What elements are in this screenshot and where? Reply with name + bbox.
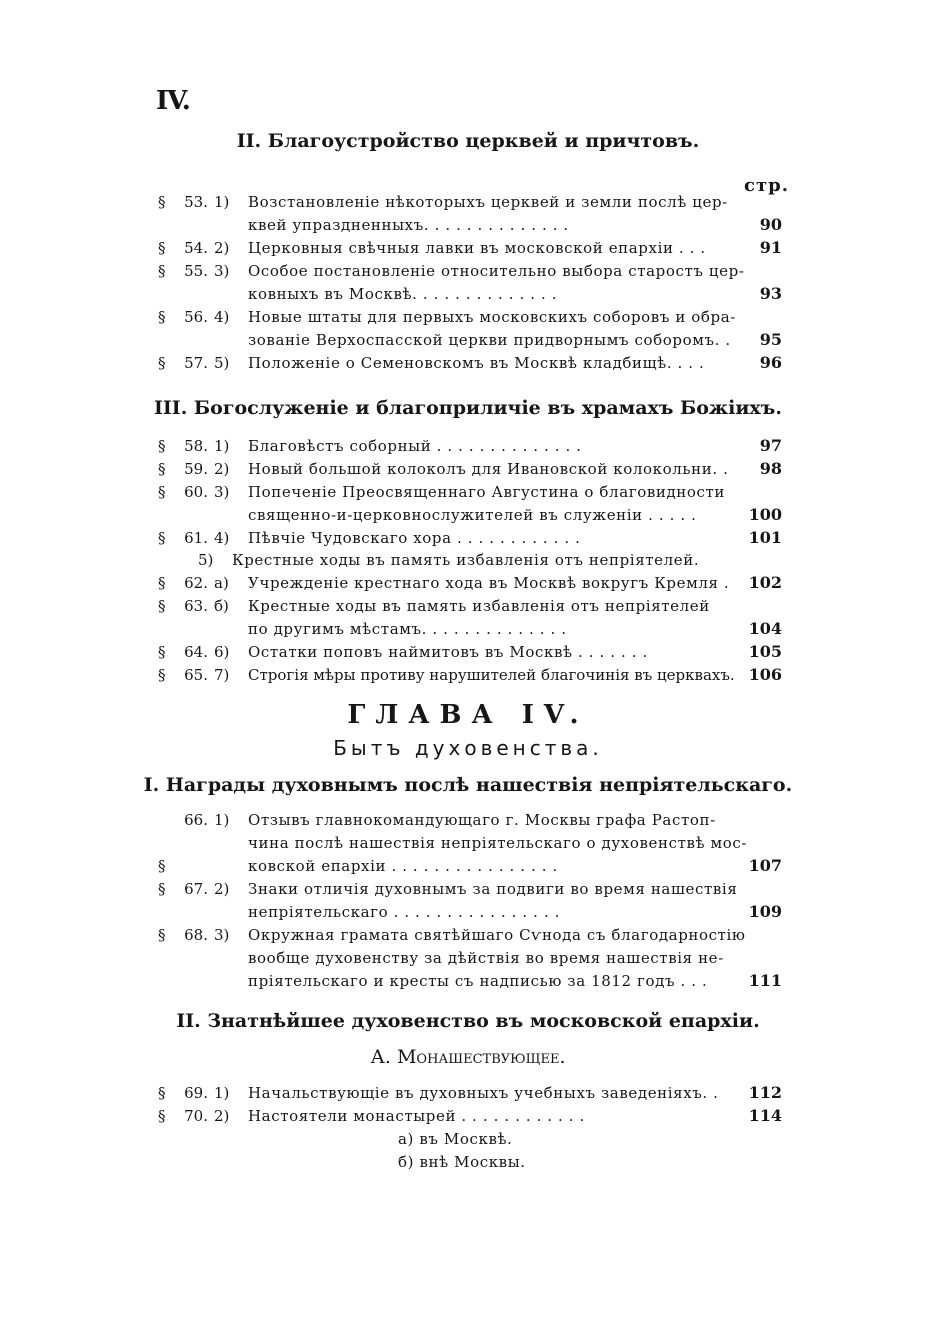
entry-subnumber: 1) [214, 811, 230, 829]
toc-entry-continuation [0, 617, 936, 641]
entry-text: ковской епархіи . . . . . . . . . . . . . . . . [248, 857, 558, 875]
toc-entry-continuation [0, 213, 936, 237]
section-title: II. Благоустройство церквей и причтовъ. [236, 130, 700, 152]
entry-text: Возстановленіе нѣкоторыхъ церквей и земли послѣ цер- [248, 193, 728, 211]
entry-number: 57. [184, 354, 208, 372]
toc-entry [0, 663, 936, 687]
toc-entry-continuation [0, 831, 936, 855]
section-sign: § [158, 926, 166, 944]
entry-page: 114 [748, 1106, 782, 1125]
entry-text: Пѣвчіе Чудовскаго хора . . . . . . . . . . . . [248, 529, 581, 547]
section-title: II. Знатнѣйшее духовенство въ московской епархіи. [176, 1010, 760, 1032]
entry-text: Положеніе о Семеновскомъ въ Москвѣ кладбищѣ. . . . [248, 354, 705, 372]
chapter-subtitle: Бытъ духовенства. [333, 736, 603, 760]
chapter-title: ГЛАВА IV. [347, 700, 589, 730]
section-sign: § [158, 262, 166, 280]
entry-subnumber: 2) [214, 460, 230, 478]
entry-number: 63. [184, 597, 208, 615]
entry-text: Церковныя свѣчныя лавки въ московской епархіи . . . [248, 239, 706, 257]
toc-entry [0, 526, 936, 550]
entry-page: 97 [759, 436, 782, 455]
toc-entry [0, 1104, 936, 1128]
entry-number: 61. [184, 529, 208, 547]
entry-number: 64. [184, 643, 208, 661]
entry-page: 109 [748, 902, 782, 921]
section-sign: § [158, 308, 166, 326]
entry-page: 107 [748, 856, 782, 875]
section-subtitle: А. Монашествующее. [370, 1046, 566, 1068]
entry-text: Новый большой колоколъ для Ивановской колокольни. . [248, 460, 729, 478]
entry-text: а) въ Москвѣ. [398, 1130, 513, 1148]
section-sign: § [158, 857, 166, 875]
section-sign: § [158, 666, 166, 684]
entry-subnumber: 2) [214, 880, 230, 898]
entry-subnumber: б) [214, 597, 229, 615]
entry-page: 101 [748, 528, 782, 547]
entry-page: 95 [759, 330, 782, 349]
toc-entry-continuation [0, 946, 936, 970]
entry-page: 91 [759, 238, 782, 257]
entry-subnumber: 2) [214, 239, 230, 257]
entry-number: 68. [184, 926, 208, 944]
entry-subnumber: 2) [214, 1107, 230, 1125]
entry-subnumber: 3) [214, 262, 230, 280]
toc-entry-continuation [0, 282, 936, 306]
entry-text: вообще духовенству за дѣйствія во время нашествія не- [248, 949, 724, 967]
entry-text: Настоятели монастырей . . . . . . . . . . . . [248, 1107, 585, 1125]
section-sign: § [158, 460, 166, 478]
entry-subnumber: 5) [198, 551, 214, 569]
entry-text: Особое постановленіе относительно выбора старостъ цер- [248, 262, 745, 280]
entry-text: Крестные ходы въ память избавленія отъ непріятелей [248, 597, 710, 615]
toc-entry [0, 571, 936, 595]
toc-entry [0, 305, 936, 329]
toc-subitem [0, 1150, 936, 1174]
section-sign: § [158, 483, 166, 501]
toc-entry [0, 640, 936, 664]
toc-entry-continuation [0, 503, 936, 527]
toc-entry [0, 351, 936, 375]
toc-entry [0, 877, 936, 901]
entry-text: Новые штаты для первыхъ московскихъ соборовъ и обра- [248, 308, 736, 326]
entry-text: пріятельскаго и кресты съ надписью за 1812 годъ . . . [248, 972, 708, 990]
toc-entry-continuation [0, 328, 936, 352]
section-sign: § [158, 529, 166, 547]
entry-text: Благовѣстъ соборный . . . . . . . . . . . . . . [248, 437, 582, 455]
entry-number: 69. [184, 1084, 208, 1102]
entry-number: 58. [184, 437, 208, 455]
entry-subnumber: 4) [214, 308, 230, 326]
entry-page: 102 [748, 573, 782, 592]
entry-text: Попеченіе Преосвященнаго Августина о благовидности [248, 483, 726, 501]
toc-entry [0, 190, 936, 214]
entry-subnumber: 1) [214, 1084, 230, 1102]
entry-text: б) внѣ Москвы. [398, 1153, 526, 1171]
toc-entry-continuation [0, 969, 936, 993]
section-title: III. Богослуженіе и благоприличіе въ храмахъ Божіихъ. [154, 397, 782, 419]
entry-subnumber: 6) [214, 643, 230, 661]
section-sign: § [158, 643, 166, 661]
section-sign: § [158, 574, 166, 592]
entry-page: 106 [748, 665, 782, 684]
entry-subnumber: 1) [214, 193, 230, 211]
entry-subnumber: 3) [214, 483, 230, 501]
entry-text: по другимъ мѣстамъ. . . . . . . . . . . . . . [248, 620, 567, 638]
section-sign: § [158, 880, 166, 898]
section-sign: § [158, 597, 166, 615]
entry-page: 96 [759, 353, 782, 372]
entry-subnumber: 5) [214, 354, 230, 372]
toc-entry [0, 434, 936, 458]
toc-entry [0, 808, 936, 832]
entry-number: 70. [184, 1107, 208, 1125]
entry-page: 111 [748, 971, 782, 990]
toc-entry [0, 923, 936, 947]
page-column-label: стр. [744, 175, 789, 196]
page-number: IV. [156, 86, 190, 116]
section-sign: § [158, 239, 166, 257]
entry-number: 56. [184, 308, 208, 326]
entry-text: непріятельскаго . . . . . . . . . . . . . . . . [248, 903, 560, 921]
toc-entry-continuation [0, 854, 936, 878]
section-sign: § [158, 354, 166, 372]
entry-text: Отзывъ главнокомандующаго г. Москвы графа Растоп- [248, 811, 716, 829]
toc-subitem [0, 1127, 936, 1151]
entry-page: 93 [759, 284, 782, 303]
entry-subnumber: 1) [214, 437, 230, 455]
toc-entry [0, 480, 936, 504]
section-sign: § [158, 1107, 166, 1125]
entry-text: ковныхъ въ Москвѣ. . . . . . . . . . . . . . [248, 285, 558, 303]
entry-number: 59. [184, 460, 208, 478]
entry-subnumber: 3) [214, 926, 230, 944]
section-sign: § [158, 1084, 166, 1102]
toc-entry [0, 236, 936, 260]
entry-number: 66. [184, 811, 208, 829]
entry-number: 54. [184, 239, 208, 257]
entry-subnumber: а) [214, 574, 229, 592]
toc-entry [0, 594, 936, 618]
entry-text: Окружная грамата святѣйшаго Сѵнода съ благодарностію [248, 926, 746, 944]
entry-text: Знаки отличія духовнымъ за подвиги во время нашествія [248, 880, 738, 898]
entry-text: квей упраздненныхъ. . . . . . . . . . . . . . [248, 216, 569, 234]
entry-text: зованіе Верхоспасской церкви придворнымъ соборомъ. . [248, 331, 731, 349]
entry-number: 67. [184, 880, 208, 898]
entry-page: 98 [759, 459, 782, 478]
entry-number: 55. [184, 262, 208, 280]
entry-text: чина послѣ нашествія непріятельскаго о духовенствѣ мос- [248, 834, 748, 852]
toc-entry [0, 1081, 936, 1105]
toc-entry [0, 259, 936, 283]
entry-number: 65. [184, 666, 208, 684]
section-sign: § [158, 193, 166, 211]
entry-number: 62. [184, 574, 208, 592]
entry-number: 53. [184, 193, 208, 211]
entry-subnumber: 7) [214, 666, 230, 684]
entry-text: Остатки поповъ наймитовъ въ Москвѣ . . . . . . . [248, 643, 648, 661]
entry-text: Учрежденіе крестнаго хода въ Москвѣ вокругъ Кремля . [248, 574, 730, 592]
section-title: I. Награды духовнымъ послѣ нашествія непріятельскаго. [143, 774, 793, 796]
entry-page: 100 [748, 505, 782, 524]
toc-entry-continuation [0, 900, 936, 924]
toc-subheading [0, 548, 936, 572]
entry-page: 90 [759, 215, 782, 234]
entry-page: 112 [748, 1083, 782, 1102]
entry-text: Крестные ходы въ память избавленія отъ непріятелей. [232, 551, 700, 569]
entry-text: Начальствующіе въ духовныхъ учебныхъ заведеніяхъ. . [248, 1084, 719, 1102]
entry-subnumber: 4) [214, 529, 230, 547]
entry-page: 105 [748, 642, 782, 661]
section-sign: § [158, 437, 166, 455]
entry-page: 104 [748, 619, 782, 638]
toc-entry [0, 457, 936, 481]
entry-text: Строгія мѣры противу нарушителей благочинія въ церквахъ. [248, 666, 735, 684]
entry-text: священно-и-церковнослужителей въ служеніи . . . . . [248, 506, 697, 524]
entry-number: 60. [184, 483, 208, 501]
